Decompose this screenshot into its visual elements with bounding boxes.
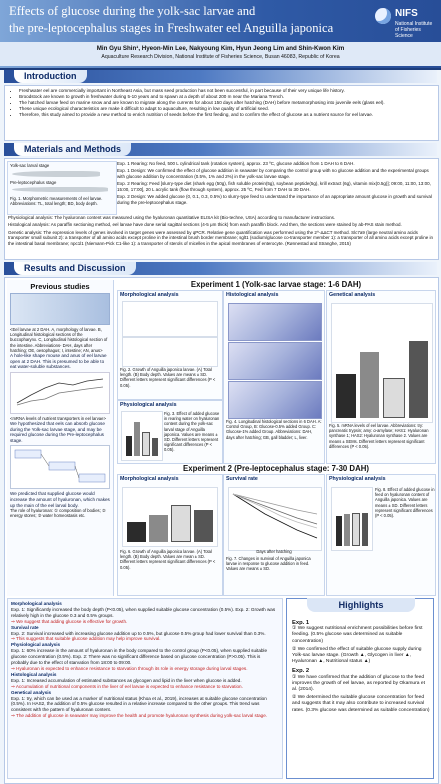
- bar-amy: [360, 352, 380, 418]
- bar-control: [126, 436, 132, 456]
- results-summary: [7, 598, 283, 779]
- bar-glucose-05: [134, 422, 140, 456]
- bar-glucose-01: [344, 514, 350, 546]
- materials-panel: [4, 158, 439, 260]
- highlights-exp2-title: Exp. 2: [292, 668, 310, 675]
- summary-item: Genetical analysis Exp. 1: try, which can be used as a marker of nutritional status (Khoa et al., 2019), increases at suitable glucose concentration (0.5%). In HAS2, the addition of 0.5% glucose resulted in a relative increase compared to the other groups. This trend was consistent with the pattern of hyaluronan content.: [11, 689, 267, 713]
- bar-glucose-01: [149, 515, 168, 543]
- previous-text-5: The role of hyaluronan: ① composition of bodies; ② energy stores; ③ water homeostasis etc.: [10, 508, 106, 519]
- panel-heading: Morphological analysis: [120, 476, 179, 482]
- yolk-sac-larva-image: [12, 171, 100, 177]
- section-header-introduction: [4, 70, 437, 83]
- panel-heading: Physiological analysis: [329, 476, 386, 482]
- previous-caption-1: <Eel larvae at 2 DAH. A, morphology of larvae. B, Longitudinal histological sections of the buccopharynx. C, Longitudinal histological section of the intestine. Abbreviations- DAH, days after hatching; OE, oesophagus; I, intestine; AN, anus>: [10, 327, 108, 353]
- larvae-morphometry-figure: [7, 161, 117, 215]
- pathway-svg: [11, 446, 109, 486]
- byline: [0, 42, 441, 66]
- section-title-introduction: Introduction: [14, 70, 87, 83]
- previous-text-2: A hole-like shape mouse and anus of eel larvae open at 2 DAH. This is presumed to be able to eat water-soluble substances.: [10, 353, 107, 370]
- nifs-logo: [375, 4, 435, 39]
- introduction-list: [5, 88, 438, 118]
- exp2-survival-panel: [223, 474, 325, 596]
- summary-conclusion: ⇒ We suggest that adding glucose is effective for growth.: [11, 618, 128, 624]
- bar-control: [127, 522, 146, 542]
- exp2-hyaluronan-chart: [331, 487, 373, 551]
- bar-glucose-1: [142, 432, 150, 456]
- highlight-item: ② We determined the suitable glucose concentration for feed and suggests that it may also contribute to increased survival rates. (0.3% glucose was determined as suitable concentration): [292, 695, 430, 713]
- experiment-design-text: [117, 161, 435, 208]
- fig2-caption: Fig. 2. Growth of Anguilla japonica larvae. (A) Total length. (B) Body depth. Values are means ± SD. Different letters represent significant differences (P < 0.05).: [120, 367, 216, 388]
- body-depth-chart: [122, 337, 218, 367]
- panel-heading: Genetical analysis: [329, 292, 376, 298]
- highlights-body: [292, 617, 430, 714]
- survival-line-glucose-03: [233, 494, 317, 514]
- nifs-logo-icon: [375, 8, 391, 24]
- histology-image-a: [228, 303, 322, 341]
- exp-item: Exp. 2 Design: We added glucose (0, 0.1, 0.3, 0.5%) to slurry-type feed to understand the importance of an appropriate amount glucose in growth and survival during the pre-leptocephalus stage.: [117, 194, 432, 206]
- author-list: Min Gyu Shin¹, Hyeon-Min Lee, Nakyoung Kim, Hyun Jeong Lim and Shin-Kwon Kim: [96, 45, 345, 52]
- method-item: Histological analysis: As paraffin sectioning method, eel larvae have done serial sagittal sections (4-5 μm thick) from each paraffin block. And then, the sections were stained by ab-PAS stain method.: [8, 222, 402, 228]
- section-header-materials: [4, 143, 437, 156]
- pre-leptocephalus-larva-image: [12, 187, 108, 192]
- intro-bullet: • Broodstock are known to growth in freshwater during 5-10 years and to spawn at a depth of about 200 m near the Mariana Trench.: [19, 94, 438, 100]
- survival-svg: [229, 488, 321, 550]
- previous-studies-panel: [7, 280, 114, 596]
- exp-item: Exp. 2 Rearing: Feed [slurry-type diet (shark egg (50g), fish soluble protein(5g), soybean peptide(5g), krill extract (6g), vitamin mix(0.5g)]; 09:00, 11:00, 13:00, 15:00, 17:00], 20 L acrylic tank (flow through system), approx. 25 ºC, Fed from 7 DAH to 30 DAH.: [117, 181, 431, 193]
- fig7-caption: Fig. 7. Changes in survival of Anguilla japonica larvae in response to glucose addition in feed. Values are means ± SD.: [226, 556, 311, 572]
- eel-larvae-micrograph: [10, 293, 110, 325]
- bar-glucose-2: [152, 438, 158, 456]
- bar-glucose-03: [171, 505, 192, 542]
- highlights-title: Highlights: [307, 598, 415, 612]
- results-panel: [4, 277, 439, 784]
- highlight-item: ① We have confirmed that the addition of glucose to the feed improves the growth of eel larvae, as reported by Okamura et al. (2014).: [292, 674, 425, 693]
- exp1-morphological-panel: [117, 290, 223, 400]
- panel-heading: Morphological analysis: [120, 292, 179, 298]
- exp1-physiological-panel: [117, 400, 223, 464]
- exp1-genetical-panel: [326, 290, 436, 464]
- total-length-chart: [122, 301, 218, 337]
- bar-glucose-05: [194, 510, 213, 543]
- summary-item: Physiological analysis Exp. 1: 60% increase in the amount of hyaluronan in the body compared to the control group (P<0.05), when supplied suitable glucose concentration (0.5%). Exp. 2: There was no significant difference based on glucose concentration (P>0.05). This is probably due to the effect of starvation from 18:00 to 09:00.: [11, 642, 268, 666]
- mrna-bars: [336, 308, 428, 418]
- intro-bullet: • Freshwater eel are commercially important in Northeast Asia, but mass seed production has not been successful, in part because of their very unique life history.: [19, 88, 438, 94]
- fig3-caption: Fig. 3. Effect of added glucose in rearing water on hyaluronan content during the yolk-sac larval stage of Anguilla japonica. Values are means ± SD. Different letters represent significant differences (P < 0.05).: [164, 411, 220, 453]
- method-item: Physiological analysis: The hyaluronan content was measured using the hyaluronan quantitative ELISA kit (Bio-techne, USA) according to manufacturer instructions.: [8, 215, 336, 220]
- fig-label-pre-lepto: Pre-leptocephalus stage: [10, 180, 57, 185]
- exp-item: Exp. 1 Design: We confirmed the effect of glucose addition in seawater by comparing the control group with no glucose addition and the experimental groups with glucose addition by concentration (0.5%, 1% and 2%) in the yolk-sac larvae stage.: [117, 168, 429, 180]
- highlights-exp1-title: Exp. 1: [292, 620, 310, 626]
- fig4-caption: Fig. 4. Longitudinal histological sections in 6 DAH. A: Control Group, B: Glucose-0.5% added Group. C: Glucose-1% added Group. Abbreviations: DAH, days after hatching; GB, gall bladder; L, liver.: [226, 419, 322, 440]
- analysis-methods-text: [8, 215, 434, 248]
- panel-heading: Survival rate: [226, 476, 258, 482]
- section-title-materials: Materials and Methods: [14, 143, 131, 156]
- nifs-logo-subtitle: National Institute of Fisheries Science: [395, 21, 433, 39]
- hyaluronan-bars: [126, 416, 158, 456]
- section-title-results: Results and Discussion: [14, 262, 136, 275]
- bar-try: [336, 374, 356, 418]
- fig1-caption: Fig. 1. Morphometric measurements of eel larvae. Abbreviations: TL, total length; BD, body depth.: [10, 196, 103, 207]
- introduction-panel: [4, 85, 439, 141]
- highlights-box: [286, 598, 434, 779]
- experiment-1-title: Experiment 1 (Yolk-sac larvae stage: 1-6 DAH): [190, 280, 362, 289]
- summary-conclusion: ⇒ Hyaluronan is expected to enhance resistance to starvation through its role in energy storage during larval stages.: [11, 665, 248, 671]
- bar-glucose-03: [352, 513, 360, 546]
- nifs-logo-text: NIFS: [395, 8, 418, 19]
- summary-item: Histological analysis Exp. 1: Increased accumulation of estimated substances as glycogen and lipid in the liver when glucose is added.: [11, 671, 242, 683]
- intro-bullet: • These unique ecological characteristics are make it difficult to adapt to aquaculture, resulting in low quality of artificial seed.: [19, 106, 438, 112]
- histology-image-b: [228, 342, 322, 380]
- fig8-caption: Fig. 8. Effect of added glucose in feed on hyaluronan content of Anguilla japonica. Values are means ± SD. Different letters represent significant differences (P < 0.05).: [375, 487, 435, 519]
- histology-image-c: [228, 381, 322, 419]
- fig5-caption: Fig. 5. mRNA levels of eel larvae. Abbreviations: try: pancreatic trypsin; amy: α-amylase; HAS1: Hyaluronan synthase 1; HAS2: Hyaluronan synthase 2. Values are means ± SEMs. Different letters represent significant differences (P < 0.05).: [329, 423, 429, 449]
- bar-has1: [383, 378, 405, 419]
- method-item: Genetic analysis: The expression levels of genes involved in target genes were assessed by qPCR. Relative gene quantification was performed using the 2^-ΔΔCT method. Slc7a9 (large neutral amino acids transporter small subunit 2): a transporter of all amino acids except proline in the intestinal brush border membrane; sglt1 (sodium/glucose co-transporter member 1): a transporter of all amino acids except proline in the intestinal basal membrane; npc1l1 (Niemann-Pick C1-like 1): a transporter of sterols of micelles in the apical membranes of enterocyte. (Rønnestad and Stranghe, 2015): [8, 229, 433, 247]
- highlight-item: ① We suggest nutritional enrichment possibilities before first feeding. (0.5% glucose was determined as suitable concentration): [292, 626, 423, 644]
- previous-caption-2: <mRNA levels of nutrient transporters in eel larvae>: [10, 415, 106, 421]
- survival-line-control: [233, 494, 317, 538]
- transporter-chart-svg: [11, 373, 109, 411]
- fig6-caption: Fig. 6. Growth of Anguilla japonica larvae. (A) Total length. (B) Body depth. Values are mean ± SD. Different letters represent significant differences (P < 0.05).: [120, 549, 216, 570]
- bar-control: [336, 516, 342, 546]
- panel-heading: Physiological analysis: [120, 402, 177, 408]
- exp-item: Exp. 1 Rearing: No feed, 500 L cylindrical tank (rotation system), approx. 23 ºC, glucose addition from 1 DAH to 6 DAH.: [117, 161, 355, 166]
- summary-conclusion: ⇒ The addition of glucose in seawater may improve the health and promote hyaluronan synthesis during yolk-sac larval stage.: [11, 713, 268, 719]
- survival-line-glucose-01: [233, 494, 317, 524]
- exp2-growth-chart: [122, 487, 218, 547]
- exp2-hyaluronan-bars: [336, 492, 368, 546]
- survival-line-glucose-05: [233, 494, 317, 528]
- panel-heading: Histological analysis: [226, 292, 279, 298]
- exp1-histological-panel: [223, 290, 325, 464]
- poster-title-line-2: the pre-leptocephalus stages in Freshwater eel Anguilla japonica: [9, 21, 334, 35]
- hyaluronan-bar-chart: [121, 411, 163, 461]
- growth-bars: [127, 492, 213, 542]
- exp2-morphological-panel: [117, 474, 223, 596]
- section-header-results: [4, 262, 437, 275]
- previous-text-4: We predicted that supplied glucose would increase the amount of hyaluronan, which makes up the main of the eel larval body.: [10, 491, 110, 508]
- transporter-line-1: [17, 379, 103, 403]
- intro-bullet: • The hatched larvae feed on marine snow and are known to migrate along the currents for about 150 days after hatching (DAH) before metamorphosing into juvenile eels (glass eel).: [19, 100, 438, 106]
- hyaluronan-pathway-diagram: [10, 445, 110, 489]
- mrna-bar-chart: [331, 303, 433, 423]
- experiment-2-title: Experiment 2 (Pre-leptocephalus stage: 7-30 DAH): [183, 464, 369, 473]
- highlight-item: ② We confirmed the effect of suitable glucose supply during Yolk-sac larvae stage. (Growth ▲, Glycogen in liver ▲, Hyaluronan ▲, Nutritional status ▲): [292, 646, 422, 665]
- previous-studies-title: Previous studies: [30, 282, 90, 291]
- survival-x-axis-label: Days after hatching: [256, 549, 292, 554]
- exp2-physiological-panel: [326, 474, 436, 596]
- fig-label-yolk-sac: Yolk-sac larval stage: [10, 163, 50, 168]
- affiliation: Aquaculture Research Division, National Institute of Fisheries Science, Busan 46083, Republic of Korea: [101, 54, 340, 60]
- intro-bullet: • Therefore, this study aimed to provide a new method to enrich nutrition of seeds before the first feeding, and to confirm the effect of glucose as a nutrient source for eel larvae.: [19, 112, 438, 118]
- nutrient-transporter-chart: [10, 372, 110, 414]
- previous-text-3: We hypothesized that eels can absorb glucose during the Yolk-sac larvae stage, and may be required glucose during the Pre-leptocephalus stage.: [10, 421, 105, 443]
- summary-conclusion: ⇒ This suggests that suitable glucose addition may help improve survival.: [11, 636, 161, 642]
- survival-line-chart: [228, 487, 322, 551]
- bar-has2: [409, 341, 429, 418]
- bar-glucose-05: [362, 513, 368, 546]
- summary-conclusion: ⇒ Accumulation of nutritional components in the liver of eel larvae is expected to enhance resistance to starvation.: [11, 683, 243, 689]
- summary-item: Survival rate Exp. 2: Survival increased with increasing glucose addition up to 0.5%, but glucose 0.5% group had lower survival than 0.3%.: [11, 624, 266, 636]
- summary-item: Morphological analysis Exp. 1: Significantly increased the body depth (P<0.05), when supplied suitable glucose concentration (0.5%). Exp. 2: Growth was relatively high in the glucose 0.3 and 0.5% groups.: [11, 601, 276, 618]
- poster-title-line-1: Effects of glucose during the yolk-sac larvae and: [9, 4, 256, 18]
